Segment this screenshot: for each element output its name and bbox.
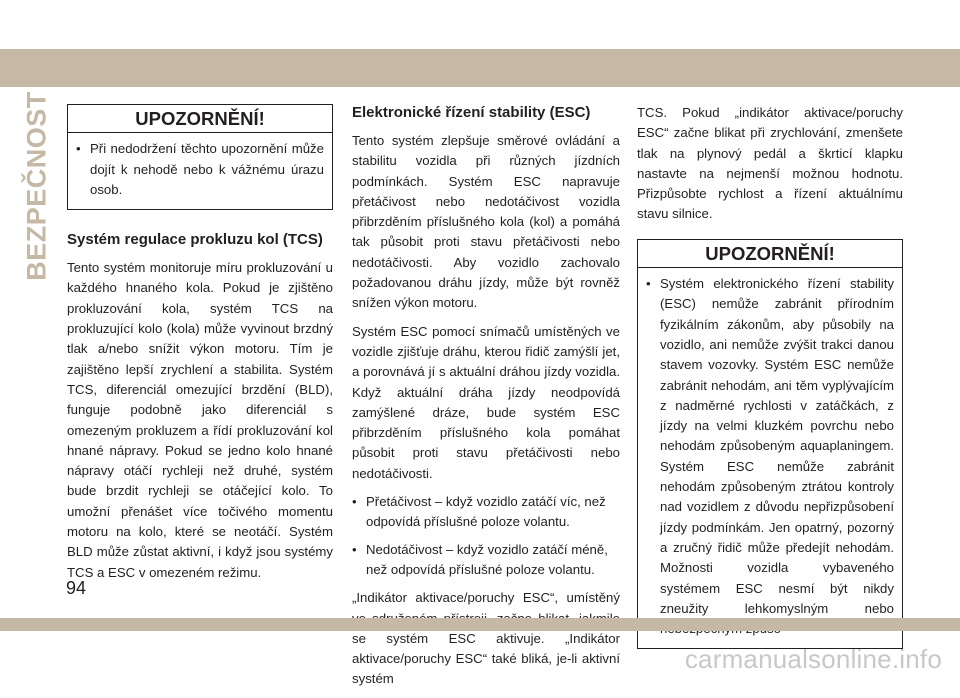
section-tab [21, 91, 52, 281]
esc-paragraph-continued: TCS. Pokud „indikátor aktivace/poruchy ESC“ začne blikat při zrychlování, zmenšete tlak na plynový pedál a škrticí klapku nastavte na nejmenší možnou hodnotu. Přizpůsobte rychlost a řízení aktuálnímu stavu silnice. [637, 105, 903, 222]
bullet-oversteer: • Přetáčivost – když vozidlo zatáčí víc, než odpovídá příslušné poloze volantu. [352, 492, 620, 533]
esc-paragraph-3: „Indikátor aktivace/poruchy ESC“, umístěný se systém ESC aktivuje. „Indikátor aktivace/poruchy ESC“ také bliká, je-li aktivní systém [352, 590, 620, 687]
warning-title: UPOZORNĚNÍ! [638, 240, 902, 268]
tcs-heading: Systém regulace prokluzu kol (TCS) [67, 231, 323, 249]
column-middle [352, 103, 620, 698]
bullet-understeer: • Nedotáčivost – když vozidlo zatáčí méně, než odpovídá příslušné poloze volantu. [352, 540, 620, 581]
watermark: carmanualsonline.info [684, 644, 942, 674]
column-right [637, 103, 903, 649]
footer-band [0, 618, 960, 631]
esc-heading: Elektronické řízení stability (ESC) [352, 104, 591, 121]
warning-box [67, 104, 333, 210]
warning-list [68, 133, 332, 209]
warning-box [637, 239, 903, 650]
warning-item: • Při nedodržení těchto upozornění může dojít k nehodě nebo k vážnému úrazu osob. [76, 139, 324, 200]
warning-title: UPOZORNĚNÍ! [68, 105, 332, 133]
header-band [0, 49, 960, 87]
esc-paragraph-1: Tento systém zlepšuje směrové ovládání a stabilitu vozidla při různých jízdních podmínkách. Systém ESC napravuje přetáčivost nebo nedotáčivost vozidla přibrzděním příslušného kola (kol) a pomáhá tak působit proti stavu přetáčivosti nebo nedotáčivosti. Aby vozidlo zachovalo požadovanou dráhu jízdy, může být rovněž snížen výkon motoru. [352, 133, 620, 311]
column-left [67, 104, 333, 591]
esc-bullet-list [352, 492, 620, 580]
warning-list [638, 268, 902, 648]
esc-paragraph-2: Systém ESC pomocí snímačů umístěných ve vozidle zjišťuje dráhu, kterou řidič zamýšlí jet, a porovnává jí s aktuální dráhou jízdy vozidla. Když aktuální dráha jízdy neodpovídá zamýšlené dráze, bude systém ESC přibrzděním příslušného kola pomáhat působit proti stavu přetáčivosti nebo nedotáčivosti. [352, 323, 620, 481]
tcs-paragraph: Tento systém monitoruje míru prokluzování u každého hnaného kola. Pokud je zjištěno prokluzování kola, systém TCS na prokluzující kolo (kola) může vyvinout brzdný tlak a/nebo snížit výkon motoru. Tím je zajištěno lepší zrychlení a stabilita. Systém TCS, diferenciál omezující brzdění (BLD), funguje podobně jako diferenciál s omezeným prokluzem a řídí prokluzování kol hnané nápravy. Pokud se jedno kolo hnané nápravy otáčí rychleji než druhé, systém bude brzdit rychleji se otáčející kolo. To umožní přenášet více točivého momentu motoru na kolo, které se neotáčí. Systém BLD může zůstat aktivní, i když jsou systémy TCS a ESC v omezeném režimu. [67, 260, 333, 580]
section-tab-label: BEZPEČNOST [21, 91, 52, 281]
warning-item: • Systém elektronického řízení stability (ESC) nemůže zabránit přírodním fyzikálním zákonům, aby působily na vozidlo, ani nemůže zvýšit trakci danou stavem vozovky. Systém ESC nemůže zabránit nehodám, ani těm vyplývajícím z nadměrné rychlosti v zatáčkách, z jízdy na velmi kluzkém povrchu nebo nehodám způsobeným aquaplaningem. Systém ESC nemůže zabránit nehodám způsobeným ztrátou kontroly nad vozidlem z důvodu nepřizpůsobení jízdy podmínkám. Jen opatrný, pozorný a zručný řidič může předejít nehodám. Možnosti vozidla vybaveného systémem ESC nesmí být nikdy zneužity lehkomyslným nebo [646, 274, 894, 639]
page-number: 94 [66, 578, 87, 598]
